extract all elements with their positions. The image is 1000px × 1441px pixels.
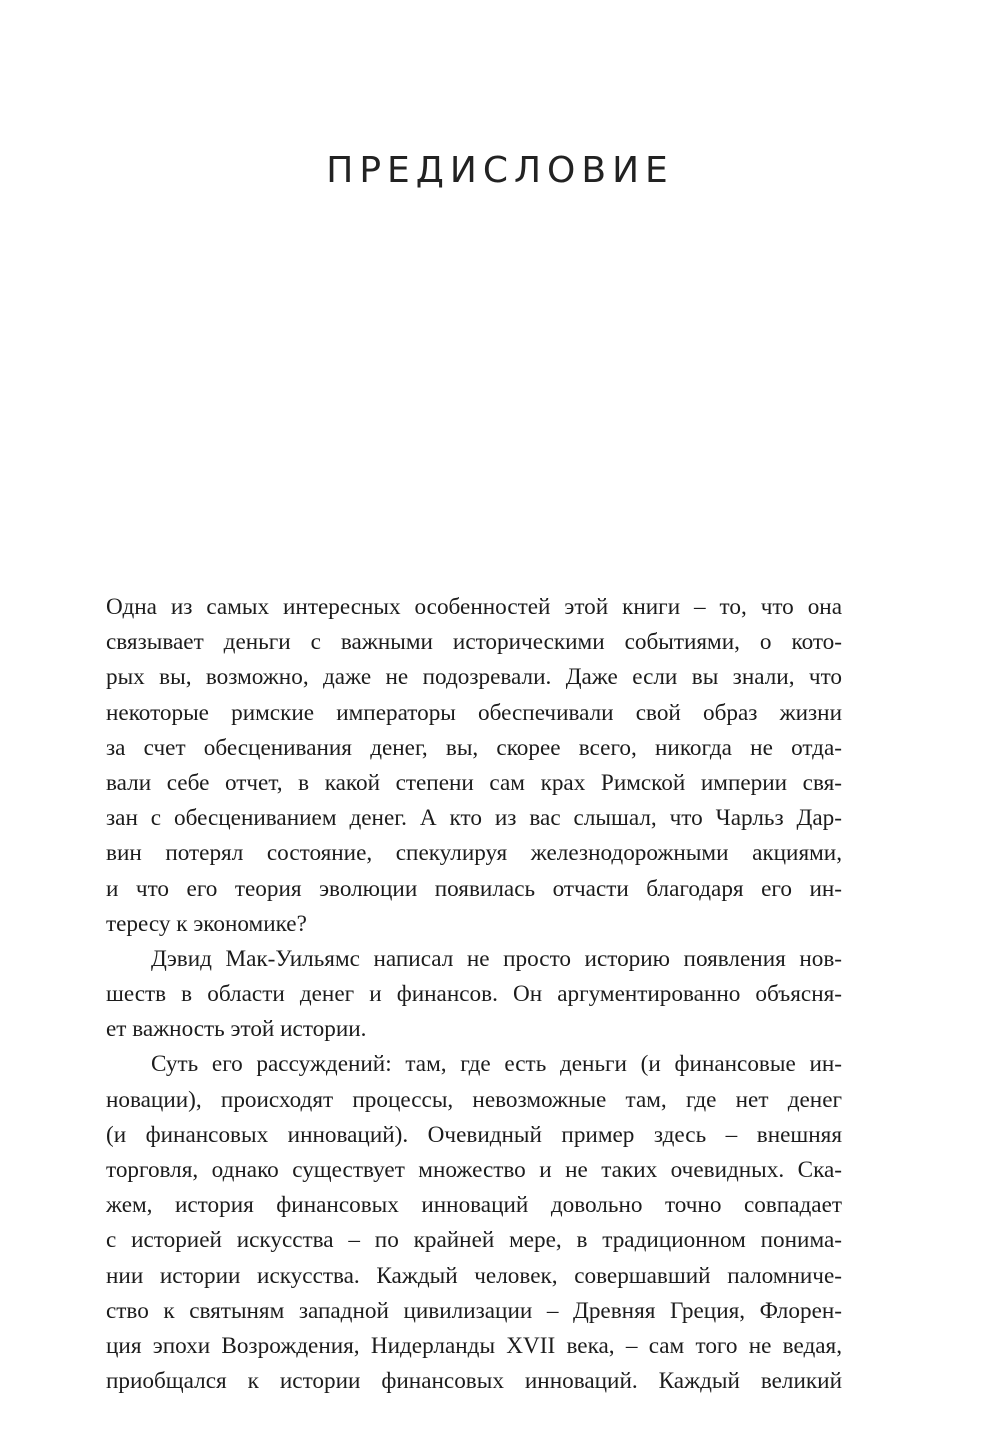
text-line: с историей искусства – по крайней мере, в традиционном понима-: [106, 1227, 842, 1254]
text-line: связывает деньги с важными историческими событиями, о кото-: [106, 629, 842, 656]
text-line: зан с обесцениванием денег. А кто из вас слышал, что Чарльз Дар-: [106, 805, 842, 832]
text-line: торговля, однако существует множество и не таких очевидных. Ска-: [106, 1157, 842, 1183]
text-line: и что его теория эволюции появилась отчасти благодаря его ин-: [106, 875, 842, 902]
text-line: ство к святыням западной цивилизации – Древняя Греция, Флорен-: [106, 1297, 842, 1324]
text-line: жем, история финансовых инноваций довольно точно совпадает: [106, 1192, 842, 1219]
text-line: за счет обесценивания денег, вы, скорее всего, никогда не отда-: [106, 734, 842, 761]
text-line: тересу к экономике?: [106, 910, 307, 937]
text-line: вали себе отчет, в какой степени сам крах Римской империи свя-: [106, 769, 842, 796]
text-line: ция эпохи Возрождения, Нидерланды XVII века, – сам того не ведая,: [106, 1332, 842, 1359]
text-line: Одна из самых интересных особенностей этой книги – то, что она: [106, 594, 842, 620]
text-line: нии истории искусства. Каждый человек, совершавший паломниче-: [106, 1262, 842, 1289]
body-text: [106, 590, 842, 1399]
paragraph-3: [106, 1047, 842, 1399]
paragraph-2: [106, 942, 842, 1048]
text-line: новации), происходят процессы, невозможные там, где нет денег: [106, 1086, 842, 1113]
text-line: вин потерял состояние, спекулируя железнодорожными акциями,: [106, 840, 842, 867]
text-line: (и финансовых инноваций). Очевидный пример здесь – внешняя: [106, 1121, 842, 1148]
text-line: шеств в области денег и финансов. Он аргументированно объясня-: [106, 981, 842, 1008]
text-line: Суть его рассуждений: там, где есть деньги (и финансовые ин-: [151, 1051, 842, 1078]
text-line: рых вы, возможно, даже не подозревали. Даже если вы знали, что: [106, 664, 842, 691]
text-line: некоторые римские императоры обеспечивали свой образ жизни: [106, 699, 842, 726]
paragraph-1: [106, 590, 842, 942]
text-line: ет важность этой истории.: [106, 1016, 367, 1043]
text-line: Дэвид Мак-Уильямс написал не просто историю появления нов-: [151, 945, 842, 972]
chapter-title: ПРЕДИСЛОВИЕ: [326, 150, 674, 191]
text-line: приобщался к истории финансовых инноваций. Каждый великий: [106, 1368, 842, 1395]
